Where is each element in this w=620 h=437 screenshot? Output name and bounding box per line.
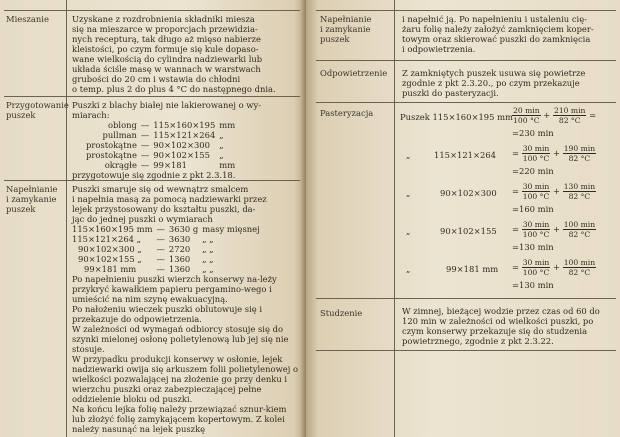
- table-row: 90×102×155 „ — 1360 „ „: [78, 254, 214, 264]
- text-napelnianie: Puszki smaruje się od wewnątrz smalcem i napełnia masą za pomocą nadziewarki przez lejek przystosowany do kształtu puszki, da- jąc do jednej puszki o wymiarach 115×160×195 mm — 3630 g masy mięsnej 115×121×264 „ — 3630 „ „ 90×102×300 „ — 2720 „ „ 90×102×155 „ — 1360 „ „ 99×181 mm — 1360 „ „ Po napełnieniu puszki wierzch konserwy na-leży przykryć kawałkiem papieru pergamino-wego i umieścić na nim szynę ewakuacyjną. Po nałożeniu wieczek puszki oblutowuje się i przekazuje do odpowietrzenia. W zależności od wymagań odbiorcy stosuje się do szynki mielonej osłonę polietylenową lub jej się nie stosuje. W przypadku produkcji konserwy w osłonie, lejek nadziewarki owija się arkuszem folii polietylenowej o wielkości pozwalającej na złożenie go przy denku i wierzchu puszki oraz zabezpieczającej pełne oddzielenie bloku od puszki. Na końcu lejka folię należy przewiązać sznur-kiem lub złożyć folię zamykającem kopertowym. Z kolei należy nasunąć na lejek puszkę: [72, 184, 298, 434]
- fraction: $\frac{100 \min}{82 ^\circ C}$: [563, 258, 596, 277]
- fraction: $\frac{30 \min}{100 ^\circ C}$: [522, 258, 550, 277]
- row-divider: [4, 96, 300, 97]
- pasteurization-formula: „ 115×121×264 = $\frac{30 \min}{100 ^\circ C}$ + $\frac{190 \min}{82 ^\circ C}$ =220 min: [406, 144, 596, 176]
- fraction: $\frac{30 \min}{100 ^\circ C}$: [522, 144, 550, 163]
- table-row: 115×160×195 mm — 3630 g masy mięsnej: [72, 224, 260, 234]
- label-studzenie: Studzenie: [320, 308, 363, 318]
- text-odpowietrzenie: Z zamkniętych puszek usuwa się powietrze zgodnie z pkt 2.3.20., po czym przekazuje puszki do pasteryzacji.: [402, 68, 586, 98]
- row-divider: [4, 10, 300, 11]
- table-row: prostokątne — 90×102×155 „: [86, 150, 224, 160]
- label-napelnianie-cont: Napełnianie i zamykanie puszek: [320, 14, 372, 44]
- table-row: 90×102×300 „ — 2720 „ „: [78, 244, 214, 254]
- fraction: $\frac{210 \min}{82 ^\circ C}$: [553, 106, 586, 125]
- pasteurization-formula: „ 90×102×300 = $\frac{30 \min}{100 ^\circ C}$ + $\frac{130 \min}{82 ^\circ C}$ =160 min: [406, 182, 596, 214]
- pasteurization-formula: „ 99×181 mm = $\frac{30 \min}{100 ^\circ C}$ + $\frac{100 \min}{82 ^\circ C}$ =130 min: [406, 258, 596, 290]
- text-napelnianie-cont: i napełnić ją. Po napełnieniu i ustaleniu cię- żaru folię należy założyć zamknięciem koper- towym oraz skierować puszki do zamknięcia i odpowietrzenia.: [402, 14, 594, 54]
- row-divider: [316, 60, 616, 61]
- fraction: $\frac{100 \min}{82 ^\circ C}$: [563, 220, 596, 239]
- label-przygotowanie: Przygotowanie puszek: [6, 100, 69, 120]
- can-sizes-table: [86, 120, 239, 170]
- fraction: $\frac{30 \min}{100 ^\circ C}$: [522, 220, 550, 239]
- table-row: prostokątne — 90×102×300 „: [86, 140, 224, 150]
- fraction: $\frac{130 \min}{82 ^\circ C}$: [563, 182, 596, 201]
- table-row: 99×181 mm — 1360 „ „: [84, 264, 214, 274]
- pasteurization-formula: „ 90×102×155 = $\frac{30 \min}{100 ^\circ C}$ + $\frac{100 \min}{82 ^\circ C}$ =130 min: [406, 220, 596, 252]
- left-page: [0, 0, 306, 437]
- fraction: $\frac{190 \min}{82 ^\circ C}$: [563, 144, 596, 163]
- column-divider: [394, 0, 395, 437]
- pasteurization-formula: Puszek 115×160×195 mm $\frac{20 \min}{100 ^\circ C}$ + $\frac{210 \min}{82 ^\circ C}$ = =230 min: [400, 106, 597, 138]
- label-napelnianie: Napełnianie i zamykanie puszek: [6, 184, 58, 214]
- row-divider: [316, 350, 616, 351]
- label-mieszanie: Mieszanie: [6, 14, 49, 24]
- table-row: oblong — 115×160×195 mm: [108, 120, 236, 130]
- table-row: pullman — 115×121×264 „: [102, 130, 224, 140]
- fraction: $\frac{30 \min}{100 ^\circ C}$: [522, 182, 550, 201]
- row-divider: [4, 180, 300, 181]
- label-odpowietrzenie: Odpowietrzenie: [320, 68, 388, 78]
- row-divider: [316, 102, 616, 103]
- text-studzenie: W zimnej, bieżącej wodzie przez czas od 60 do 120 min w zależności od wielkości puszki, po czym konserwy przekazuje się do studzenia powietrznego, zgodnie z pkt 2.3.22.: [402, 306, 600, 346]
- text-mieszanie: Uzyskane z rozdrobnienia składniki miesza się na mieszarce w proporcjach przewidzia- nych recepturą, tak długo aż mięso nabierze kleistości, po czym formuje się kule dopaso- wane wielkością do cylindra nadziewarki lub układa ściśle masę w wannach w warstwach grubości do 20 cm i wstawia do chłodni o temp. plus 2 do plus 4 °C do następnego dnia.: [72, 14, 276, 94]
- right-page: [306, 0, 620, 437]
- table-row: okrągłe — 99×181 mm: [104, 160, 236, 170]
- table-row: 115×121×264 „ — 3630 „ „: [72, 234, 214, 244]
- fill-mass-table: [72, 224, 264, 274]
- row-divider: [316, 10, 616, 11]
- column-divider: [66, 0, 67, 437]
- label-pasteryzacja: Pasteryzacja: [320, 108, 374, 118]
- fraction: $\frac{20 \min}{100 ^\circ C}$: [513, 106, 540, 125]
- row-divider: [316, 298, 616, 299]
- text-przygotowanie: Puszki z blachy białej nie lakierowanej o wy- miarach: oblong — 115×160×195 mm pullman — 115×121×264 „ prostokątne — 90×102×300 „ prostokątne — 90×102×155 „ okrągłe — 99×181 mm przygotowuje się zgodnie z pkt 2.3.18.: [72, 100, 262, 180]
